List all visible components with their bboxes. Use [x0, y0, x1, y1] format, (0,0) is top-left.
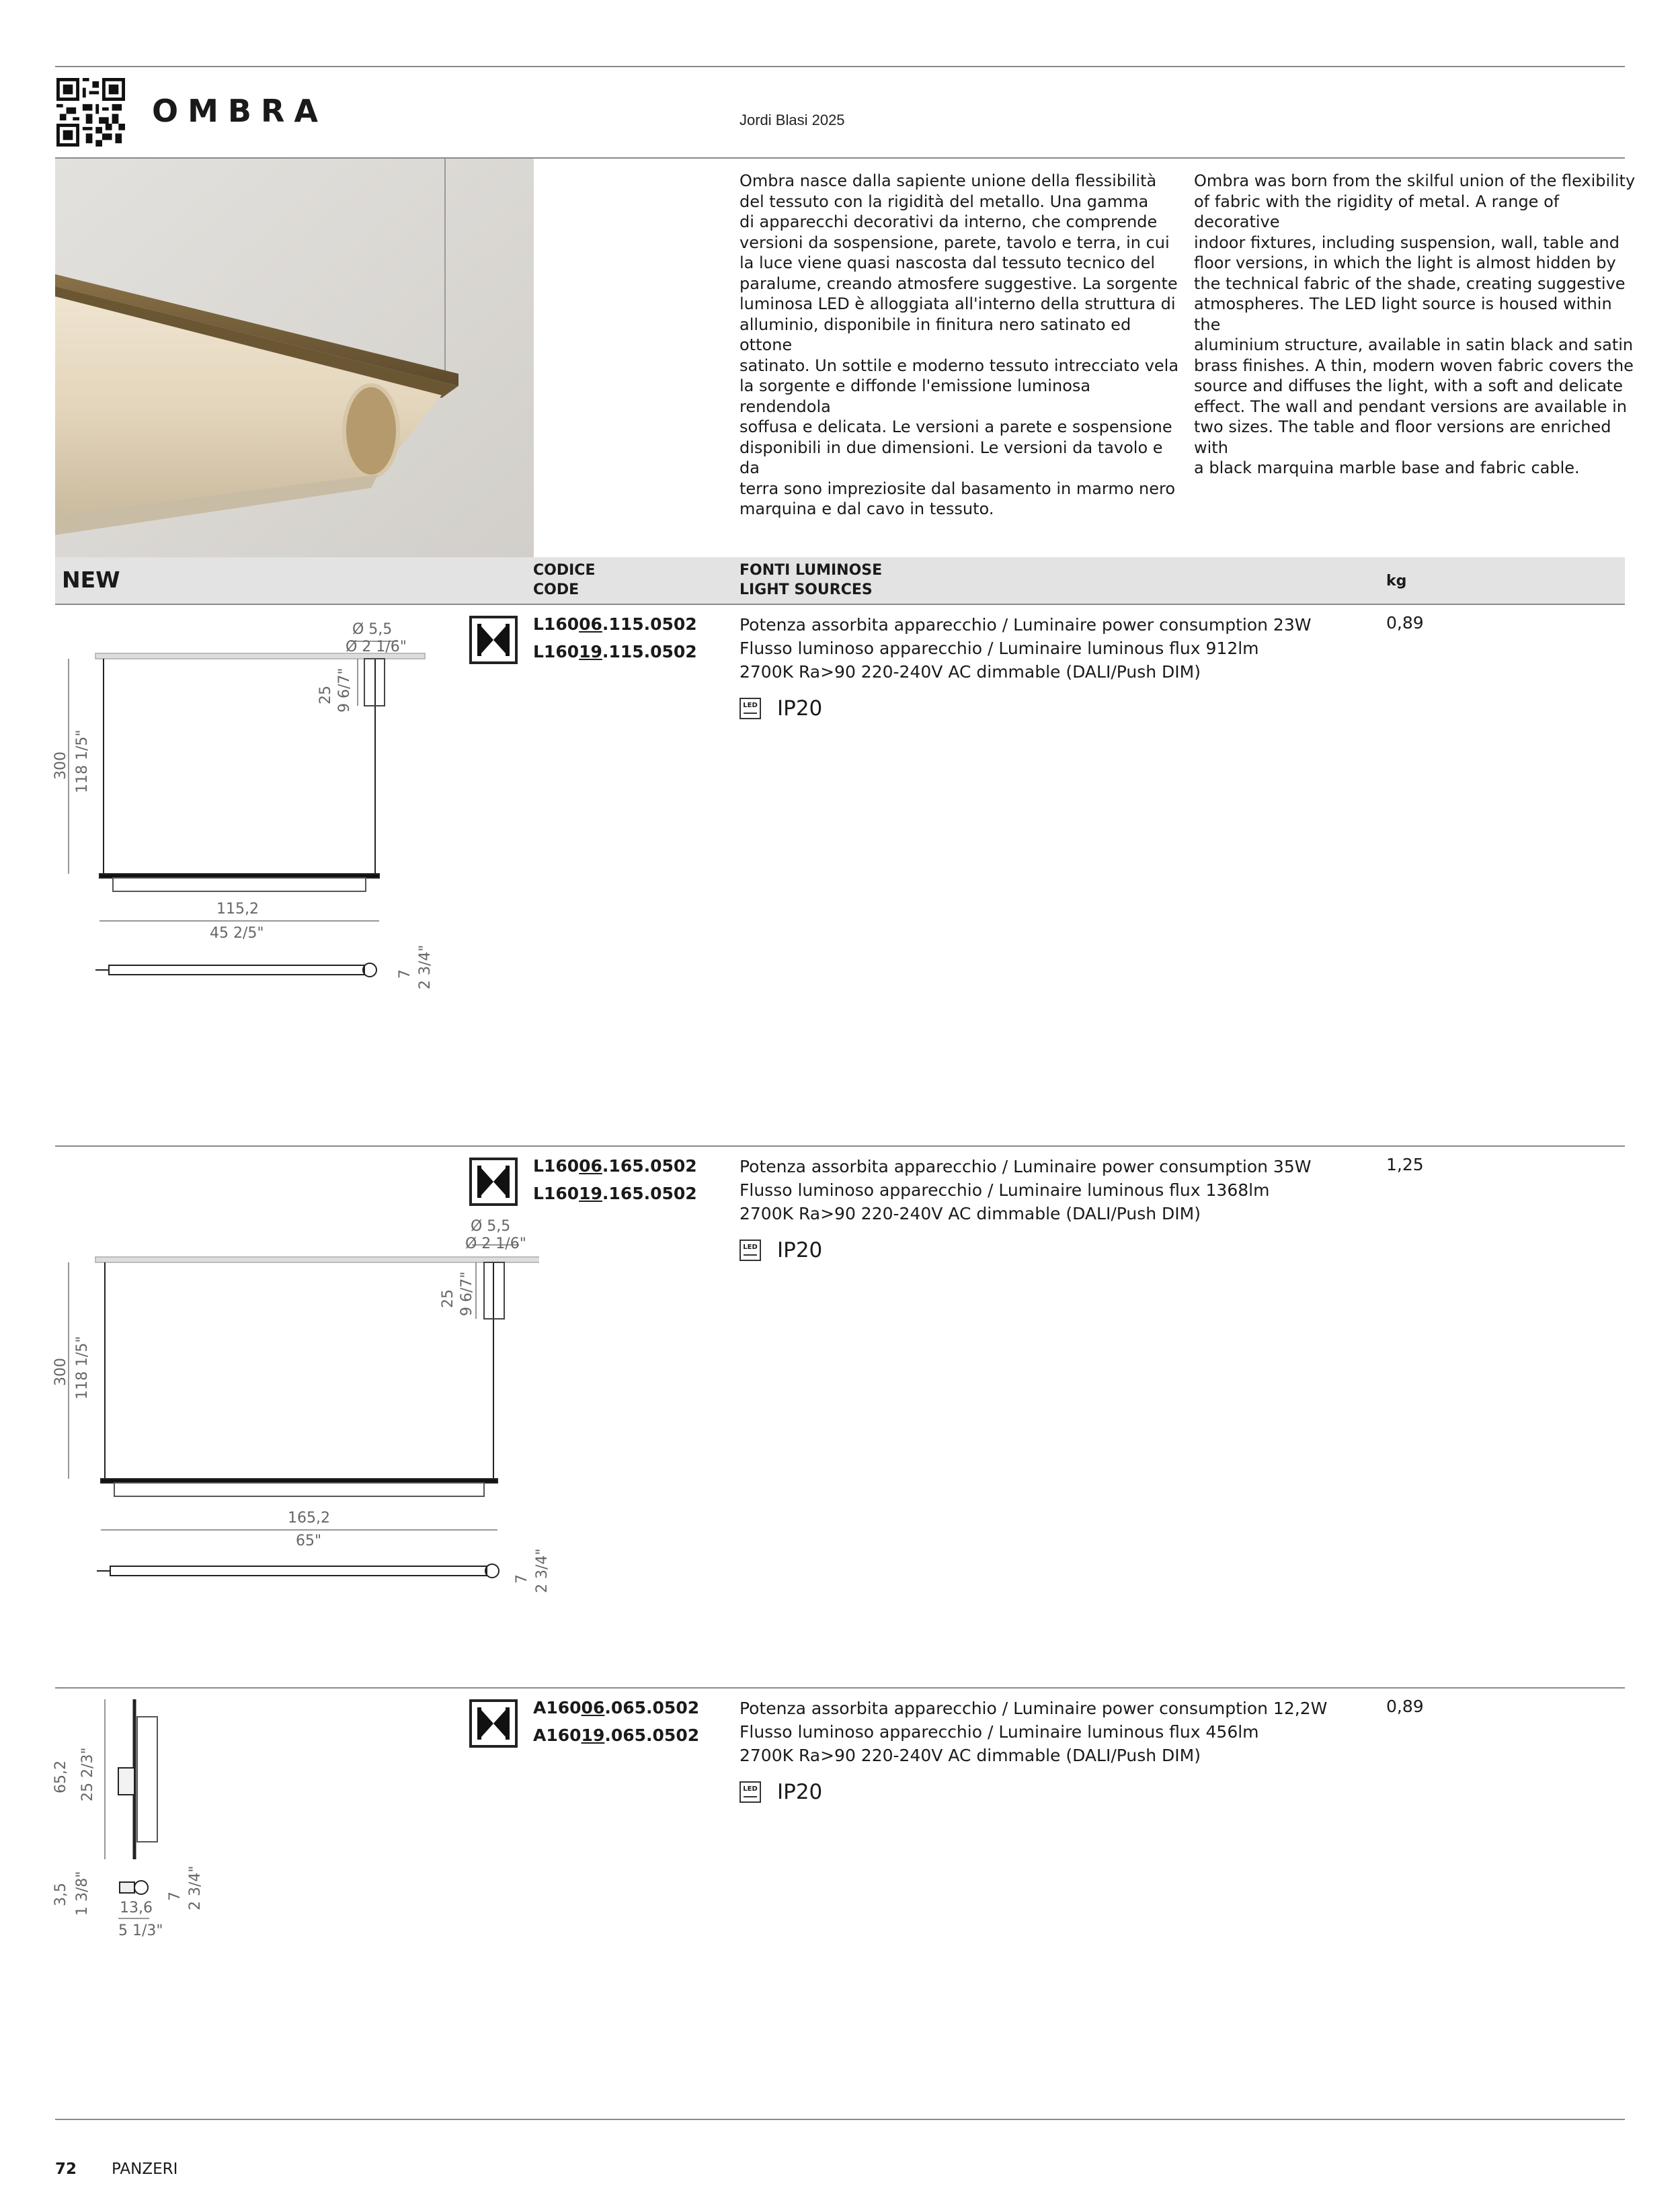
product-row-2: [52, 1147, 1625, 1685]
dim-width-inch: 5 1/3": [118, 1922, 163, 1939]
product-code-2: L16019.115.0502: [533, 642, 697, 661]
dim-depth-inch: 2 3/4": [187, 1865, 204, 1910]
dim-height-inch: 25 2/3": [79, 1747, 96, 1801]
dim-drop-inch: 9 6/7": [336, 667, 353, 713]
brand-title: OMBRA: [152, 93, 327, 129]
page-number: 72: [55, 2160, 77, 2178]
ip-rating: IP20: [777, 696, 823, 721]
footer-rule: [55, 2119, 1625, 2120]
ip-rating: IP20: [777, 1780, 823, 1804]
led-icon: LED: [739, 698, 761, 719]
dim-projection: 3,5: [52, 1883, 69, 1906]
qr-code-icon: [56, 78, 125, 147]
dim-width-inch: 65": [296, 1533, 322, 1549]
dim-diameter-inch: Ø 2 1/6": [465, 1235, 526, 1252]
product-code-2: L16019.165.0502: [533, 1184, 697, 1203]
dim-drop-inch: 9 6/7": [458, 1271, 475, 1316]
dim-projection-inch: 1 3/8": [74, 1871, 91, 1916]
dim-depth-inch: 2 3/4": [417, 944, 434, 989]
dim-drop: 25: [440, 1289, 456, 1308]
dim-diameter: Ø 5,5: [352, 621, 393, 638]
wall-symbol-icon: [469, 1699, 518, 1748]
dim-height-inch: 118 1/5": [74, 729, 91, 793]
footer-brand: PANZERI: [112, 2160, 178, 2178]
dim-depth-inch: 2 3/4": [534, 1548, 551, 1593]
description-italian: Ombra nasce dalla sapiente unione della flessibilità del tessuto con la rigidità del metallo. Una gamma di apparecchi decorativi da interno, che comprende versioni da sospensione, parete, tavolo e terra, in cui la luce viene quasi nascosta dal tessuto tecnico del paralume, creando atmosfere suggestive. La sorgente luminosa LED è alloggiata all'interno della struttura di alluminio, disponibile in finitura nero satinato ed ottone satinato. Un sottile e moderno tessuto intrecciato vela la sorgente e diffonde l'emissione luminosa rendendola soffusa e delicata. Le versioni a parete e sospensione disponibili in due dimensioni. Le versioni da tavolo e da terra sono impreziosite dal basamento in marmo nero marquina e dal cavo in tessuto.: [739, 171, 1179, 518]
suspension-symbol-icon: [469, 616, 518, 664]
top-rule: [55, 66, 1625, 67]
dim-height: 65,2: [52, 1760, 69, 1793]
weight-value: 1,25: [1386, 1155, 1424, 1174]
dim-diameter-inch: Ø 2 1/6": [346, 639, 407, 655]
dim-height-inch: 118 1/5": [74, 1336, 91, 1400]
product-row-3: [52, 1689, 1625, 2092]
product-code-1: L16006.115.0502: [533, 614, 697, 634]
weight-value: 0,89: [1386, 1697, 1424, 1716]
ip-rating: IP20: [777, 1238, 823, 1262]
designer-credit: Jordi Blasi 2025: [739, 112, 845, 128]
description-english: Ombra was born from the skilful union of the flexibility of fabric with the rigidity of metal. A range of decorative indoor fixtures, including suspension, wall, table and floor versions, in which the light is almost hidden by the technical fabric of the shade, creating suggestive atmospheres. The LED light source is housed within the aluminium structure, available in satin black and satin brass finishes. A thin, modern woven fabric covers the source and diffuses the light, with a soft and delicate effect. The wall and pendant versions are available in two sizes. The table and floor versions are enriched with a black marquina marble base and fabric cable.: [1194, 171, 1636, 477]
led-icon: LED: [739, 1240, 761, 1261]
dim-width: 13,6: [120, 1900, 153, 1916]
dim-width: 115,2: [216, 901, 259, 918]
led-icon: LED: [739, 1781, 761, 1803]
product-row-1: [52, 605, 1625, 1143]
weight-column-header: kg: [1386, 573, 1407, 590]
light-source-specs: Potenza assorbita apparecchio / Luminaire power consumption 23W Flusso luminoso apparecchio / Luminaire luminous flux 912lm 2700K Ra>90 220-240V AC dimmable (DALI/Push DIM): [739, 615, 1312, 682]
light-source-specs: Potenza assorbita apparecchio / Luminaire power consumption 35W Flusso luminoso apparecchio / Luminaire luminous flux 1368lm 2700K Ra>90 220-240V AC dimmable (DALI/Push DIM): [739, 1157, 1312, 1223]
suspension-symbol-icon: [469, 1158, 518, 1206]
dim-height: 300: [52, 1358, 69, 1386]
dim-drop: 25: [317, 686, 334, 704]
product-code-1: A16006.065.0502: [533, 1698, 700, 1717]
product-code-2: A16019.065.0502: [533, 1726, 700, 1745]
product-code-1: L16006.165.0502: [533, 1156, 697, 1176]
dim-height: 300: [52, 752, 69, 780]
wall-lamp-drawing: [55, 1689, 270, 1957]
dim-depth: 7: [397, 969, 413, 979]
light-source-specs: Potenza assorbita apparecchio / Luminaire power consumption 12,2W Flusso luminoso apparecchio / Luminaire luminous flux 456lm 2700K Ra>90 220-240V AC dimmable (DALI/Push DIM): [739, 1699, 1328, 1765]
dim-depth: 7: [167, 1892, 184, 1901]
light-sources-column-header: FONTI LUMINOSE LIGHT SOURCES: [739, 562, 883, 598]
weight-value: 0,89: [1386, 613, 1424, 633]
dim-depth: 7: [514, 1574, 530, 1584]
product-photo: [55, 159, 534, 557]
code-column-header: CODICE CODE: [533, 562, 596, 598]
dim-width: 165,2: [288, 1510, 330, 1527]
dim-width-inch: 45 2/5": [210, 925, 264, 942]
dim-diameter: Ø 5,5: [471, 1218, 511, 1235]
new-badge: NEW: [62, 567, 120, 593]
